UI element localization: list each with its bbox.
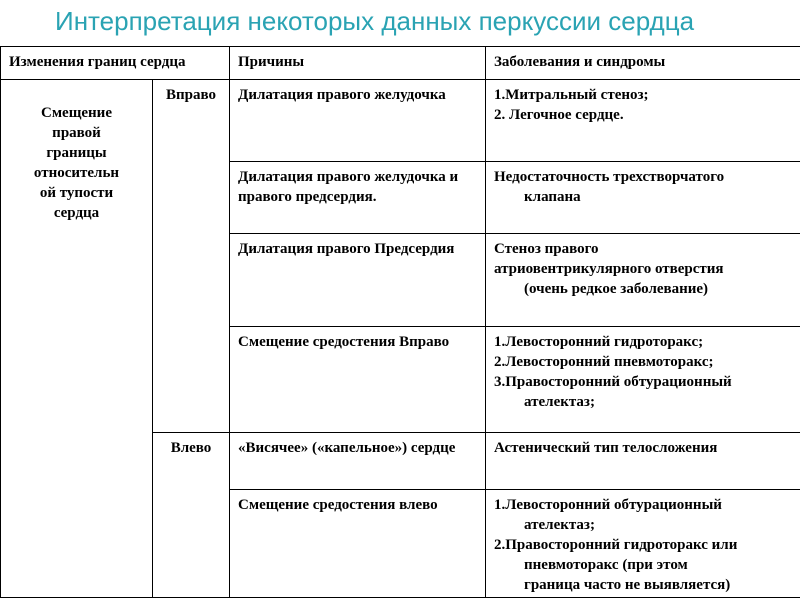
disease-item: 3.Правосторонний обтурационный	[494, 374, 732, 390]
slide-title: Интерпретация некоторых данных перкуссии сердца	[55, 6, 695, 36]
diseases-cell	[486, 327, 800, 433]
cause-cell: Дилатация правого Предсердия	[230, 234, 486, 327]
disease-item: Стеноз правого	[494, 241, 599, 257]
group-label-line: правой	[52, 125, 101, 141]
table-row	[1, 80, 800, 162]
diseases-cell	[486, 433, 800, 490]
cause-cell: «Висячее» («капельное») сердце	[230, 433, 486, 490]
diseases-cell	[486, 234, 800, 327]
group-label	[9, 85, 144, 223]
cause-cell: Смещение средостения влево	[230, 490, 486, 598]
diseases-cell	[486, 80, 800, 162]
header-change: Изменения границ сердца	[1, 47, 230, 80]
disease-item: ателектаз;	[524, 517, 595, 533]
disease-item: 2. Легочное сердце.	[494, 107, 624, 123]
disease-item: атриовентрикулярного отверстия	[494, 261, 724, 277]
group-label-line: относительн	[33, 165, 120, 181]
group-label-line: ой тупости	[39, 185, 114, 201]
cause-cell: Дилатация правого желудочка	[230, 80, 486, 162]
disease-item: граница часто не выявляется)	[524, 577, 731, 593]
diseases-cell	[486, 162, 800, 234]
disease-item: 1.Левосторонний обтурационный	[494, 497, 722, 513]
disease-item: ателектаз;	[524, 394, 595, 410]
disease-item: клапана	[524, 189, 581, 205]
disease-item: (очень редкое заболевание)	[524, 281, 709, 297]
diseases-cell	[486, 490, 800, 598]
header-causes: Причины	[230, 47, 486, 80]
disease-item: 1.Митральный стеноз;	[494, 87, 649, 103]
disease-item: Астенический тип телосложения	[494, 440, 718, 456]
direction-left: Влево	[153, 433, 230, 598]
table-header-row	[1, 47, 800, 80]
disease-item: 2.Левосторонний пневмоторакс;	[494, 354, 714, 370]
direction-right: Вправо	[153, 80, 230, 433]
group-label-line: сердца	[53, 205, 100, 221]
group-label-line: Смещение	[41, 105, 112, 121]
disease-item: Недостаточность трехстворчатого	[494, 169, 725, 185]
group-label-cell	[1, 80, 153, 598]
cause-cell: Смещение средостения Вправо	[230, 327, 486, 433]
percussion-table	[0, 46, 800, 598]
group-label-line: границы	[46, 145, 107, 161]
disease-item: 1.Левосторонний гидроторакс;	[494, 334, 704, 350]
cause-cell: Дилатация правого желудочка и правого предсердия.	[230, 162, 486, 234]
disease-item: пневмоторакс (при этом	[524, 557, 688, 573]
disease-item: 2.Правосторонний гидроторакс или	[494, 537, 738, 553]
header-diseases: Заболевания и синдромы	[486, 47, 800, 80]
